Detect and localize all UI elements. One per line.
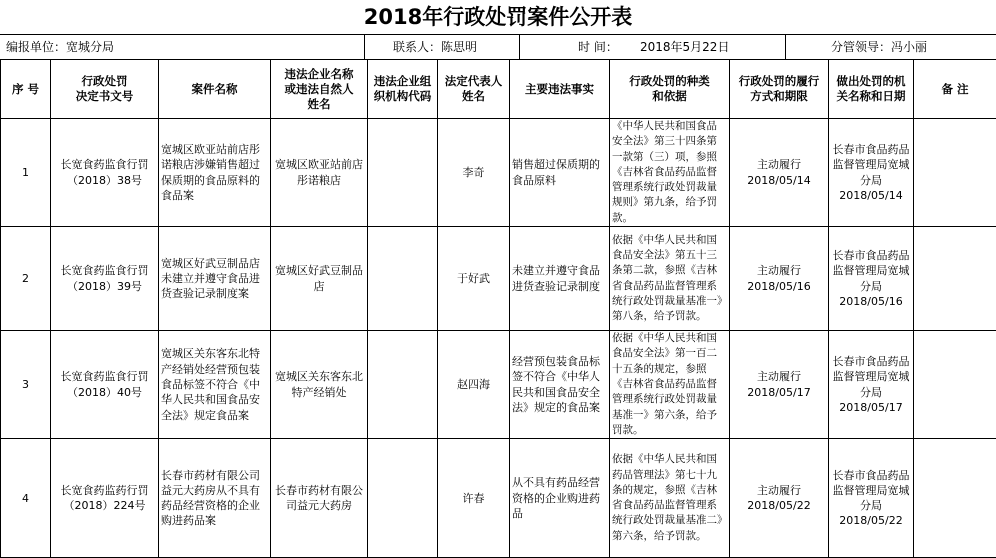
table-row	[1, 439, 996, 558]
cell-doc-no: 长宽食药监食行罚 （2018）39号	[51, 227, 159, 331]
cell-seq: 4	[1, 439, 51, 558]
header-authority: 做出处罚的机 关名称和日期	[829, 60, 914, 119]
report-date: 2018年5月22日	[640, 35, 729, 59]
cell-legal-rep: 许春	[438, 439, 510, 558]
cell-remark	[914, 331, 996, 439]
header-row	[1, 60, 996, 119]
table-row	[1, 119, 996, 227]
cell-facts: 从不具有药品经营资格的企业购进药品	[510, 439, 610, 558]
info-divider	[785, 35, 786, 59]
cell-remark	[914, 227, 996, 331]
cell-seq: 1	[1, 119, 51, 227]
header-basis: 行政处罚的种类 和依据	[610, 60, 730, 119]
info-divider	[519, 35, 520, 59]
cell-case-name: 宽城区关东客东北特产经销处经营预包装食品标签不符合《中华人民共和国食品安全法》规定食品案	[159, 331, 271, 439]
sheet-title: 2018年行政处罚案件公开表	[0, 0, 996, 35]
header-org-code: 违法企业组 织机构代码	[368, 60, 438, 119]
cell-remark	[914, 119, 996, 227]
cell-org-code	[368, 119, 438, 227]
cell-basis: 《中华人民共和国食品安全法》第三十四条第一款第（三）项，参照《吉林省食品药品监督管理系统行政处罚裁量规则》第九条，给予罚款。	[610, 119, 730, 227]
cell-party: 宽城区关东客东北特产经销处	[271, 331, 368, 439]
info-bar	[0, 35, 996, 59]
header-legal-rep: 法定代表人 姓名	[438, 60, 510, 119]
cell-org-code	[368, 439, 438, 558]
cell-party: 宽城区好武豆制品店	[271, 227, 368, 331]
supervising-leader: 分管领导：冯小丽	[831, 35, 927, 59]
cell-remark	[914, 439, 996, 558]
cell-authority: 长春市食品药品监督管理局宽城分局 2018/05/16	[829, 227, 914, 331]
table-row	[1, 227, 996, 331]
cell-facts: 未建立并遵守食品进货查验记录制度	[510, 227, 610, 331]
cell-party: 长春市药材有限公司益元大药房	[271, 439, 368, 558]
header-execution: 行政处罚的履行 方式和期限	[730, 60, 829, 119]
cell-case-name: 长春市药材有限公司益元大药房从不具有药品经营资格的企业购进药品案	[159, 439, 271, 558]
cell-facts: 经营预包装食品标签不符合《中华人民共和国食品安全法》规定的食品案	[510, 331, 610, 439]
cell-seq: 3	[1, 331, 51, 439]
header-party: 违法企业名称 或违法自然人 姓名	[271, 60, 368, 119]
cell-basis: 依据《中华人民共和国食品安全法》第一百二十五条的规定，参照《吉林省食品药品监督管理系统行政处罚裁量基准一》第六条，给予罚款。	[610, 331, 730, 439]
penalty-table	[0, 59, 996, 558]
cell-doc-no: 长宽食药监食行罚 （2018）40号	[51, 331, 159, 439]
cell-authority: 长春市食品药品监督管理局宽城分局 2018/05/17	[829, 331, 914, 439]
cell-basis: 依据《中华人民共和国药品管理法》第七十九条的规定，参照《吉林省食品药品监督管理系统行政处罚裁量基准二》第六条，给予罚款。	[610, 439, 730, 558]
contact-person: 联系人：陈思明	[393, 35, 477, 59]
cell-legal-rep: 李奇	[438, 119, 510, 227]
cell-execution: 主动履行 2018/05/22	[730, 439, 829, 558]
time-label: 时 间：	[578, 35, 618, 59]
cell-execution: 主动履行 2018/05/14	[730, 119, 829, 227]
cell-org-code	[368, 227, 438, 331]
cell-org-code	[368, 331, 438, 439]
cell-doc-no: 长宽食药监药行罚 （2018）224号	[51, 439, 159, 558]
cell-facts: 销售超过保质期的食品原料	[510, 119, 610, 227]
reporting-unit: 编报单位：宽城分局	[6, 35, 114, 59]
cell-legal-rep: 赵四海	[438, 331, 510, 439]
cell-doc-no: 长宽食药监食行罚 （2018）38号	[51, 119, 159, 227]
cell-case-name: 宽城区好武豆制品店未建立并遵守食品进货查验记录制度案	[159, 227, 271, 331]
header-doc-no: 行政处罚 决定书文号	[51, 60, 159, 119]
cell-authority: 长春市食品药品监督管理局宽城分局 2018/05/22	[829, 439, 914, 558]
cell-execution: 主动履行 2018/05/17	[730, 331, 829, 439]
cell-execution: 主动履行 2018/05/16	[730, 227, 829, 331]
header-remark: 备 注	[914, 60, 996, 119]
header-seq: 序 号	[1, 60, 51, 119]
header-case-name: 案件名称	[159, 60, 271, 119]
info-divider	[364, 35, 365, 59]
cell-seq: 2	[1, 227, 51, 331]
cell-legal-rep: 于好武	[438, 227, 510, 331]
table-row	[1, 331, 996, 439]
header-facts: 主要违法事实	[510, 60, 610, 119]
cell-party: 宽城区欧亚站前店彤诺粮店	[271, 119, 368, 227]
cell-case-name: 宽城区欧亚站前店彤诺粮店涉嫌销售超过保质期的食品原料的食品案	[159, 119, 271, 227]
cell-basis: 依据《中华人民共和国食品安全法》第五十三条第二款，参照《吉林省食品药品监督管理系统行政处罚裁量基准一》第八条，给予罚款。	[610, 227, 730, 331]
cell-authority: 长春市食品药品监督管理局宽城分局 2018/05/14	[829, 119, 914, 227]
